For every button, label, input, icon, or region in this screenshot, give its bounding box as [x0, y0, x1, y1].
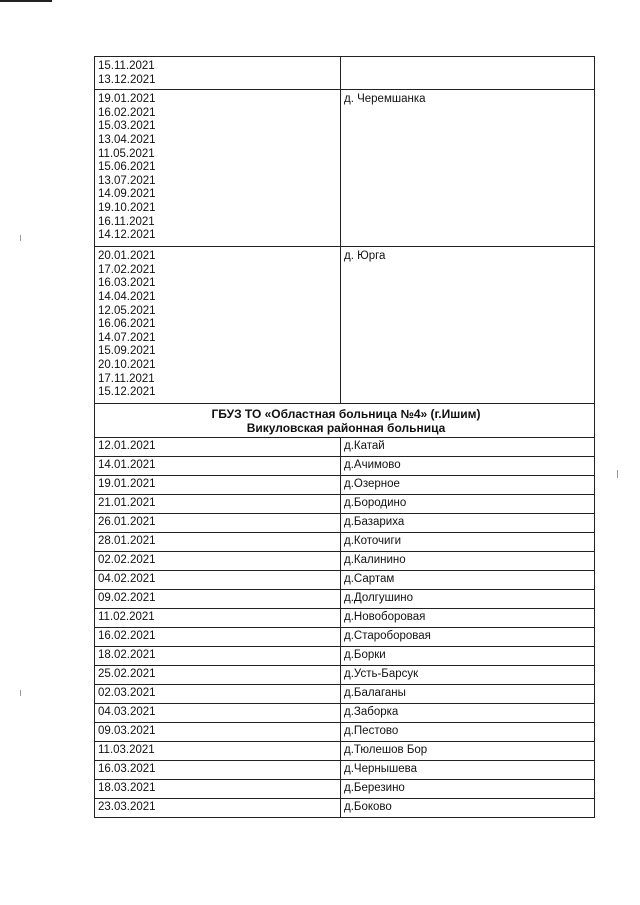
date-text: 16.06.2021 — [98, 318, 156, 331]
scan-edge-tick — [20, 235, 21, 241]
schedule-row-place: д.Озерное — [341, 476, 595, 495]
date-group-place — [341, 247, 595, 404]
date-text: 14.04.2021 — [98, 290, 156, 303]
hospital-name: ГБУЗ ТО «Областная больница №4» (г.Ишим) — [211, 407, 481, 422]
date-text: 16.11.2021 — [98, 215, 155, 228]
schedule-row — [95, 761, 595, 780]
schedule-row-place: д.Базариха — [341, 514, 595, 533]
date-text: 16.03.2021 — [98, 277, 156, 290]
schedule-row — [95, 609, 595, 628]
schedule-row — [95, 590, 595, 609]
schedule-row-place: д.Балаганы — [341, 685, 595, 704]
schedule-row-place: д.Новоборовая — [341, 609, 595, 628]
schedule-row-date: 02.02.2021 — [95, 552, 341, 571]
schedule-row — [95, 780, 595, 799]
schedule-row-date: 16.02.2021 — [95, 628, 341, 647]
schedule-row-date: 11.03.2021 — [95, 742, 341, 761]
scan-edge-tick — [20, 690, 21, 696]
schedule-row-date: 09.03.2021 — [95, 723, 341, 742]
schedule-row-place: д.Заборка — [341, 704, 595, 723]
schedule-row-place: д.Ачимово — [341, 457, 595, 476]
date-text: 20.10.2021 — [98, 358, 156, 371]
schedule-row-date: 12.01.2021 — [95, 438, 341, 457]
schedule-row-date: 04.02.2021 — [95, 571, 341, 590]
hospital-department: Викуловская районная больница — [246, 421, 446, 436]
schedule-row-place: д.Усть-Барсук — [341, 666, 595, 685]
date-text: 15.03.2021 — [98, 120, 156, 133]
date-text: 14.09.2021 — [98, 188, 156, 201]
date-text: 13.04.2021 — [98, 133, 156, 146]
schedule-row-date: 19.01.2021 — [95, 476, 341, 495]
schedule-row-place: д.Староборовая — [341, 628, 595, 647]
date-text: 11.05.2021 — [98, 147, 155, 160]
schedule-row-date: 18.02.2021 — [95, 647, 341, 666]
date-text: 14.12.2021 — [98, 229, 156, 242]
hospital-header-row — [95, 404, 595, 438]
schedule-row-date: 28.01.2021 — [95, 533, 341, 552]
schedule-row-date: 04.03.2021 — [95, 704, 341, 723]
date-group-row — [95, 57, 595, 90]
schedule-row — [95, 552, 595, 571]
date-text: 14.07.2021 — [98, 331, 156, 344]
date-group-dates — [95, 57, 341, 90]
schedule-row-place: д.Чернышева — [341, 761, 595, 780]
schedule-row-place: д.Сартам — [341, 571, 595, 590]
date-group-dates — [95, 90, 341, 247]
schedule-table — [94, 56, 595, 818]
place-text: д. Черемшанка — [344, 93, 426, 106]
schedule-row-place: д.Долгушино — [341, 590, 595, 609]
schedule-row-place: д.Тюлешов Бор — [341, 742, 595, 761]
schedule-row-date: 25.02.2021 — [95, 666, 341, 685]
date-text: 15.11.2021 — [98, 60, 155, 72]
schedule-row-date: 23.03.2021 — [95, 799, 341, 818]
date-group-row — [95, 90, 595, 247]
schedule-row-place: д.Коточиги — [341, 533, 595, 552]
date-text: 15.09.2021 — [98, 345, 156, 358]
schedule-row-date: 16.03.2021 — [95, 761, 341, 780]
schedule-row-date: 21.01.2021 — [95, 495, 341, 514]
schedule-row-place: д.Борки — [341, 647, 595, 666]
schedule-row-date: 14.01.2021 — [95, 457, 341, 476]
scan-corner-mark — [0, 0, 52, 2]
schedule-row-date: 09.02.2021 — [95, 590, 341, 609]
schedule-row — [95, 666, 595, 685]
schedule-row — [95, 476, 595, 495]
schedule-row-place: д.Калинино — [341, 552, 595, 571]
schedule-row — [95, 533, 595, 552]
schedule-row — [95, 457, 595, 476]
date-text: 19.01.2021 — [98, 93, 156, 106]
date-text: 17.02.2021 — [98, 263, 156, 276]
schedule-table-body — [95, 57, 595, 818]
date-group-dates — [95, 247, 341, 404]
date-text: 16.02.2021 — [98, 106, 156, 119]
date-group-place — [341, 90, 595, 247]
date-text: 13.07.2021 — [98, 174, 156, 187]
date-text: 15.12.2021 — [98, 386, 156, 399]
schedule-row-place: д.Бородино — [341, 495, 595, 514]
schedule-row-place: д.Березино — [341, 780, 595, 799]
hospital-header — [95, 404, 595, 438]
schedule-row-place: д.Пестово — [341, 723, 595, 742]
schedule-row-date: 18.03.2021 — [95, 780, 341, 799]
date-text: 20.01.2021 — [98, 250, 156, 263]
date-text: 19.10.2021 — [98, 201, 156, 214]
schedule-row — [95, 723, 595, 742]
schedule-row-place: д.Боково — [341, 799, 595, 818]
schedule-row — [95, 571, 595, 590]
date-group-row — [95, 247, 595, 404]
schedule-row — [95, 438, 595, 457]
schedule-row-date: 11.02.2021 — [95, 609, 341, 628]
schedule-row — [95, 514, 595, 533]
date-text: 15.06.2021 — [98, 161, 156, 174]
schedule-row — [95, 704, 595, 723]
schedule-row-date: 02.03.2021 — [95, 685, 341, 704]
date-text: 17.11.2021 — [98, 372, 155, 385]
schedule-row-date: 26.01.2021 — [95, 514, 341, 533]
date-text: 12.05.2021 — [98, 304, 156, 317]
schedule-row — [95, 799, 595, 818]
schedule-row — [95, 495, 595, 514]
schedule-row-place: д.Катай — [341, 438, 595, 457]
schedule-row — [95, 685, 595, 704]
schedule-row — [95, 742, 595, 761]
scan-edge-tick — [617, 470, 618, 478]
place-text: д. Юрга — [344, 250, 386, 263]
schedule-row — [95, 647, 595, 666]
schedule-row — [95, 628, 595, 647]
date-group-place — [341, 57, 595, 90]
date-text: 13.12.2021 — [98, 73, 156, 86]
